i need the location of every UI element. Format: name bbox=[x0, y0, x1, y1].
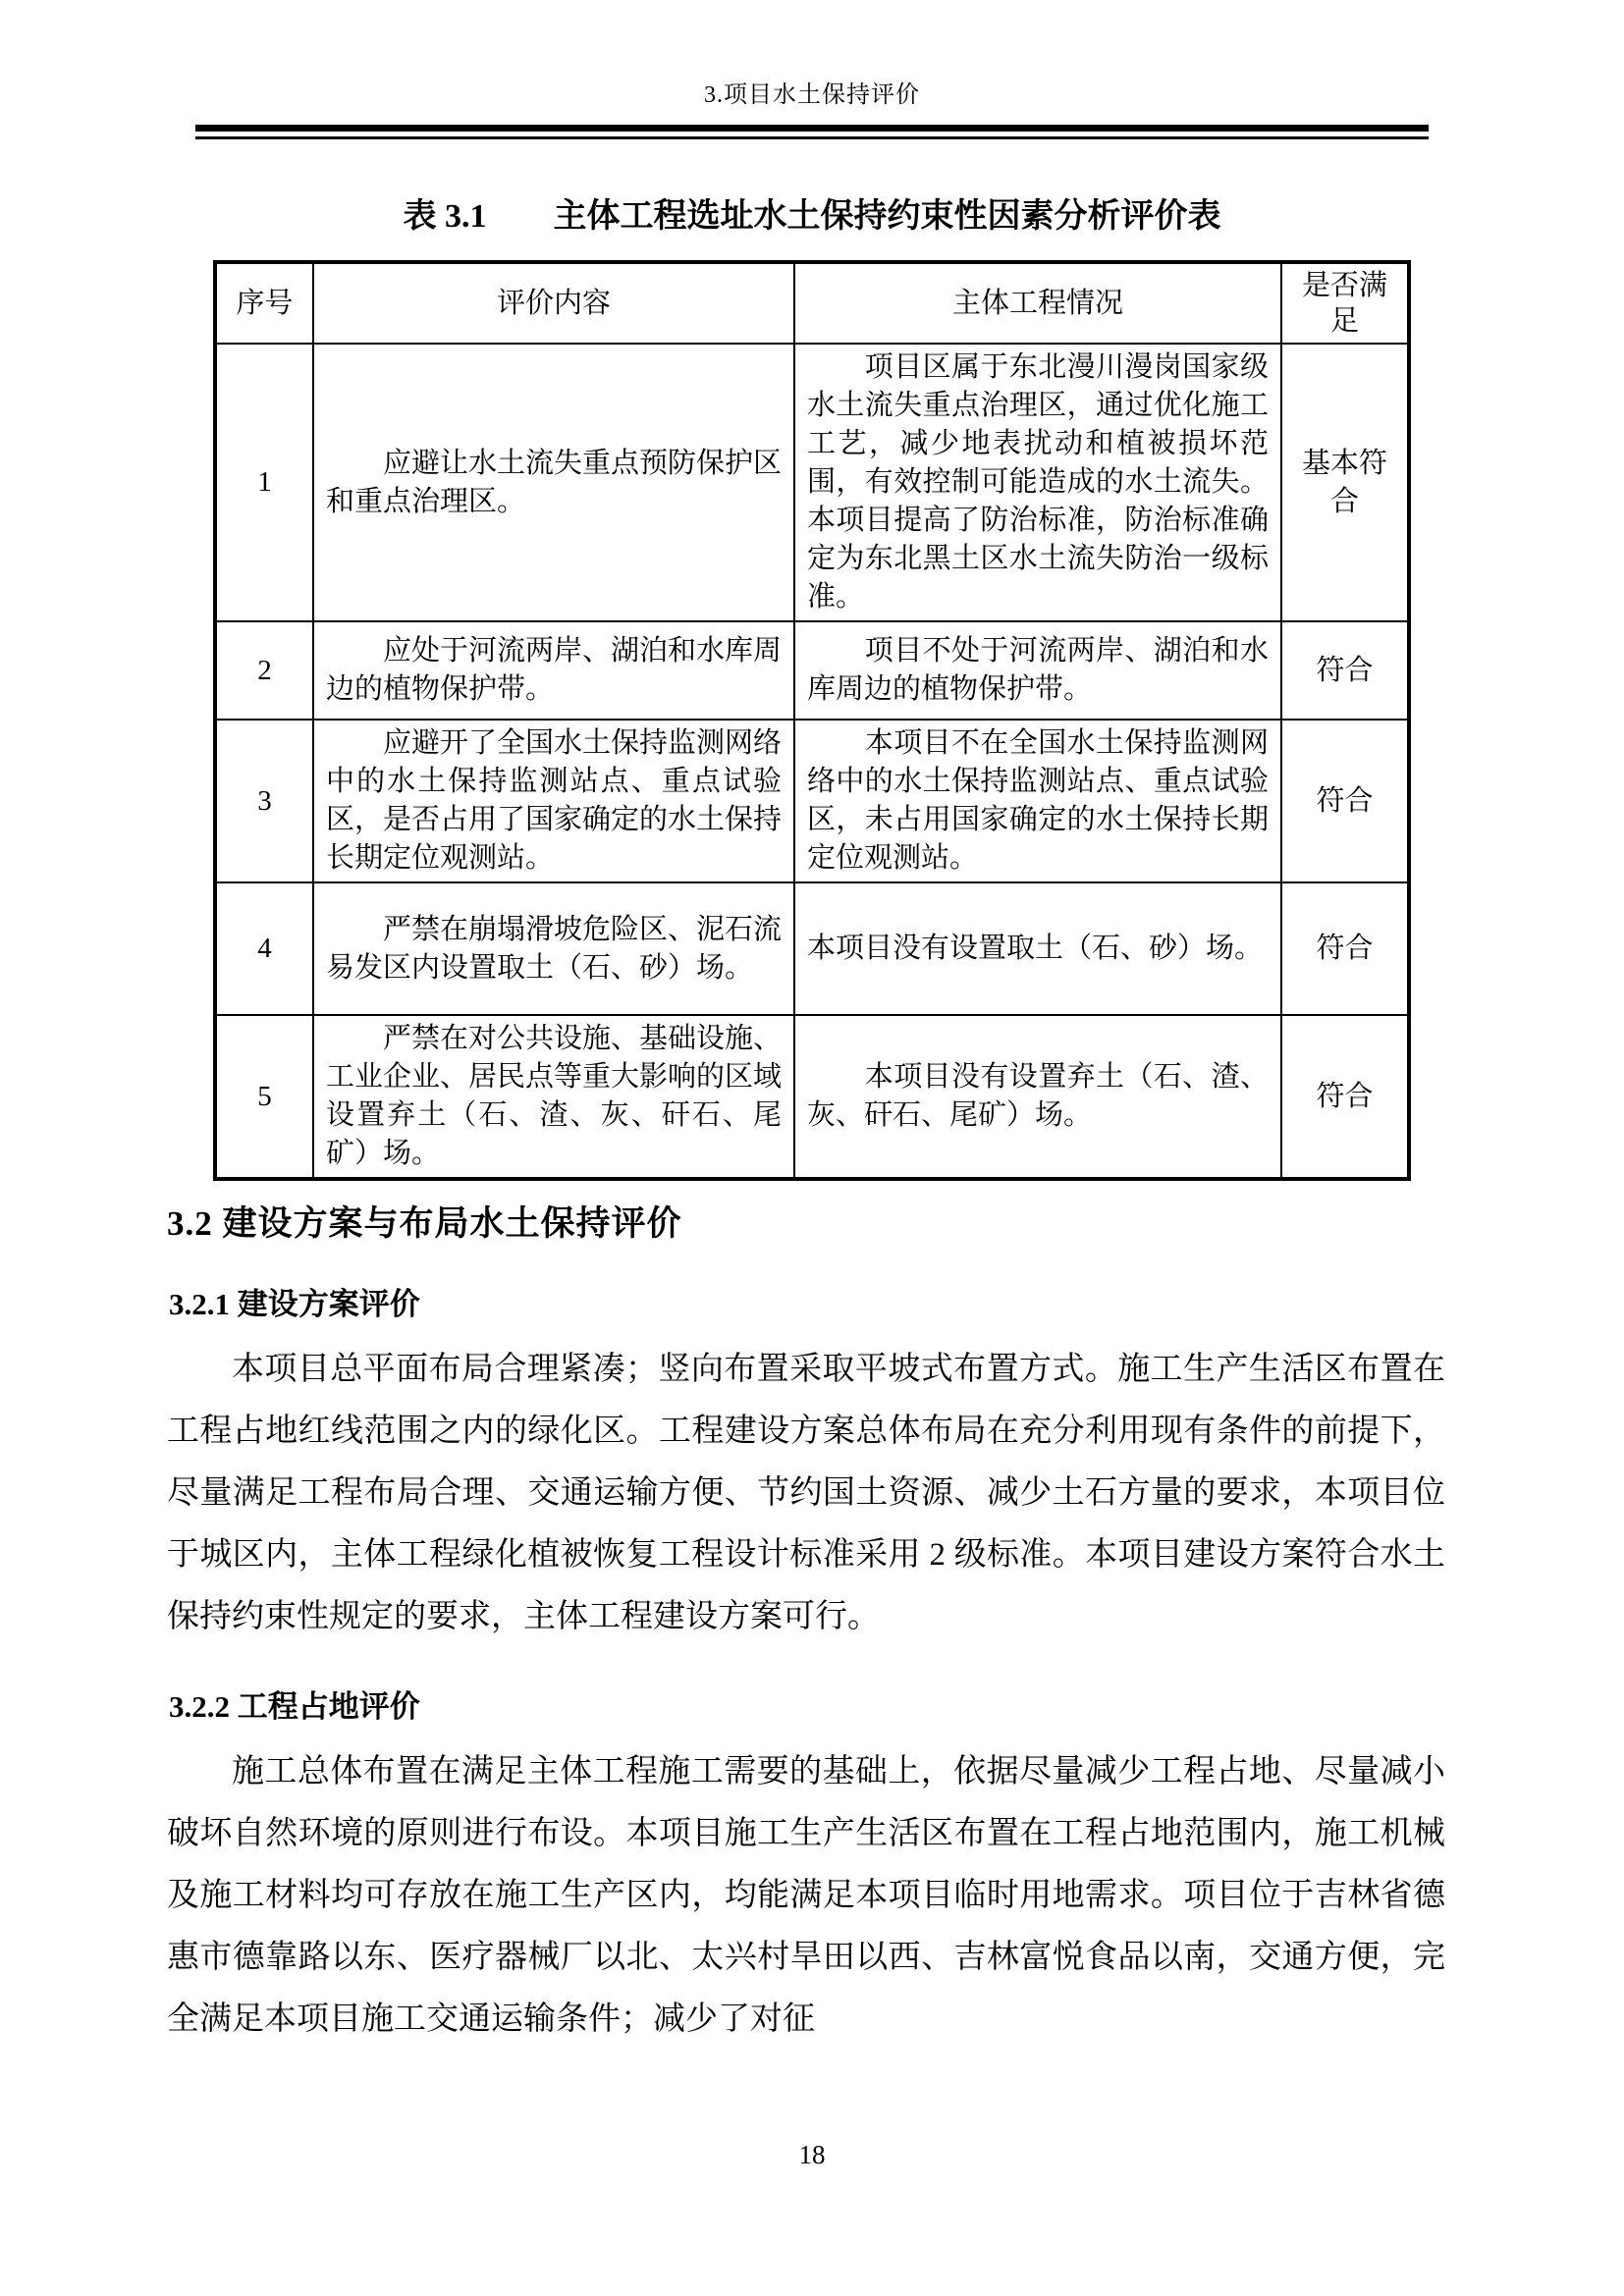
table-row bbox=[215, 621, 1409, 720]
row-index: 5 bbox=[215, 1015, 313, 1179]
row-satisfied: 符合 bbox=[1281, 621, 1409, 720]
row-content: 严禁在对公共设施、基础设施、工业企业、居民点等重大影响的区域设置弃土（石、渣、灰、矸石、尾矿）场。 bbox=[313, 1015, 794, 1179]
running-head-title: 3.项目水土保持评价 bbox=[704, 82, 920, 108]
table-row bbox=[215, 720, 1409, 882]
subsection-heading-3-2-1: 3.2.1 建设方案评价 bbox=[169, 1287, 420, 1321]
table-caption-label: 表 3.1 bbox=[403, 198, 487, 235]
row-situation: 本项目没有设置弃土（石、渣、灰、矸石、尾矿）场。 bbox=[794, 1015, 1281, 1179]
subsection-heading-3-2-2: 3.2.2 工程占地评价 bbox=[169, 1689, 420, 1724]
table-row bbox=[215, 882, 1409, 1015]
row-situation: 项目不处于河流两岸、湖泊和水库周边的植物保护带。 bbox=[794, 621, 1281, 720]
row-index: 4 bbox=[215, 882, 313, 1015]
row-situation: 项目区属于东北漫川漫岗国家级水土流失重点治理区，通过优化施工工艺，减少地表扰动和植被损坏范围，有效控制可能造成的水土流失。本项目提高了防治标准，防治标准确定为东北黑土区水土流失防治一级标准。 bbox=[794, 344, 1281, 621]
section-heading-3-2: 3.2 建设方案与布局水土保持评价 bbox=[167, 1204, 682, 1243]
row-satisfied: 符合 bbox=[1281, 1015, 1409, 1179]
row-content: 应处于河流两岸、湖泊和水库周边的植物保护带。 bbox=[313, 621, 794, 720]
row-satisfied: 符合 bbox=[1281, 882, 1409, 1015]
row-index: 3 bbox=[215, 720, 313, 882]
column-header-content: 评价内容 bbox=[313, 262, 794, 344]
row-content: 应避开了全国水土保持监测网络中的水土保持监测站点、重点试验区，是否占用了国家确定的水土保持长期定位观测站。 bbox=[313, 720, 794, 882]
table-row bbox=[215, 344, 1409, 621]
column-header-index: 序号 bbox=[215, 262, 313, 344]
paragraph-land-occupation-evaluation: 施工总体布置在满足主体工程施工需要的基础上，依据尽量减少工程占地、尽量减小破坏自然环境的原则进行布设。本项目施工生产生活区布置在工程占地范围内，施工机械及施工材料均可存放在施工生产区内，均能满足本项目临时用地需求。项目位于吉林省德惠市德靠路以东、医疗器械厂以北、太兴村旱田以西、吉林富悦食品以南，交通方便，完全满足本项目施工交通运输条件；减少了对征 bbox=[167, 1754, 1445, 2037]
row-satisfied: 符合 bbox=[1281, 720, 1409, 882]
table-caption bbox=[0, 188, 1624, 237]
body-sections bbox=[167, 1197, 1445, 2051]
row-content: 应避让水土流失重点预防保护区和重点治理区。 bbox=[313, 344, 794, 621]
constraint-factor-evaluation-table bbox=[213, 260, 1411, 1181]
row-index: 1 bbox=[215, 344, 313, 621]
paragraph-construction-plan-evaluation: 本项目总平面布局合理紧凑；竖向布置采取平坡式布置方式。施工生产生活区布置在工程占地红线范围之内的绿化区。工程建设方案总体布局在充分利用现有条件的前提下，尽量满足工程布局合理、交通运输方便、节约国土资源、减少土石方量的要求，本项目位于城区内，主体工程绿化植被恢复工程设计标准采用 2 级标准。本项目建设方案符合水土保持约束性规定的要求，主体工程建设方案可行。 bbox=[167, 1352, 1445, 1634]
column-header-satisfied: 是否满足 bbox=[1281, 262, 1409, 344]
row-content: 严禁在崩塌滑坡危险区、泥石流易发区内设置取土（石、砂）场。 bbox=[313, 882, 794, 1015]
table-row bbox=[215, 1015, 1409, 1179]
row-situation: 本项目没有设置取土（石、砂）场。 bbox=[794, 882, 1281, 1015]
table-caption-title: 主体工程选址水土保持约束性因素分析评价表 bbox=[553, 198, 1221, 235]
row-index: 2 bbox=[215, 621, 313, 720]
table-header-row bbox=[215, 262, 1409, 344]
column-header-situation: 主体工程情况 bbox=[794, 262, 1281, 344]
page-number: 18 bbox=[798, 2140, 826, 2169]
header-divider-rule bbox=[195, 125, 1429, 139]
row-satisfied: 基本符合 bbox=[1281, 344, 1409, 621]
row-situation: 本项目不在全国水土保持监测网络中的水土保持监测站点、重点试验区，未占用国家确定的水土保持长期定位观测站。 bbox=[794, 720, 1281, 882]
